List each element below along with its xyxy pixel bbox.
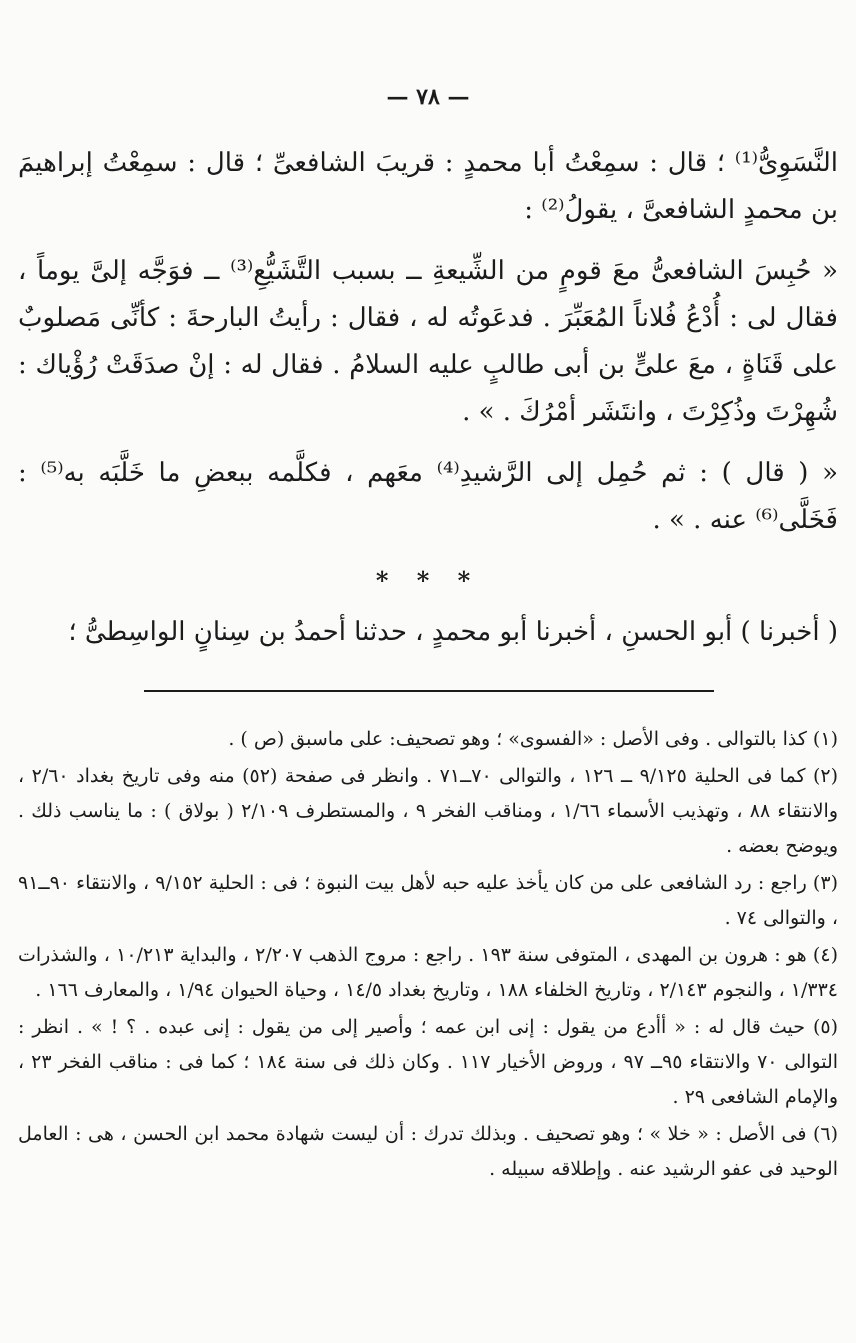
footnote-6: (٦) فى الأصل : « خلا » ؛ وهو تصحيف . وبذلك تدرك : أن ليست شهادة محمد ابن الحسن ، هى : العامل الوحيد فى عفو الرشيد عنه . وإطلاقه سبيله . — [18, 1123, 838, 1180]
footnote-2: (٢) كما فى الحلية ٩/١٢٥ ــ ١٢٦ ، والتوالى ٧٠ــ٧١ . وانظر فى صفحة (٥٢) منه وفى تاريخ بغداد ٢/٦٠ ، والانتقاء ٨٨ ، وتهذيب الأسماء ١/٦٦ ، ومناقب الفخر ٩ ، والمستطرف ٢/١٠٩ ( بولاق ) : ما يناسب ذلك . ويوضح بعضه . — [18, 765, 839, 857]
footnote-1: (١) كذا بالتوالى . وفى الأصل : «الفسوى» ؛ وهو تصحيف: على ماسبق (ص ) . — [228, 728, 838, 750]
main-text — [18, 140, 838, 670]
paragraph-2: « حُبِسَ الشافعىُّ معَ قومٍ من الشِّيعةِ ــ بسبب التَّشَيُّعِ⁽³⁾ ــ فوَجَّه إلىَّ يوماً ، فقال لى : أُدْعُ فُلاناً المُعَبِّرَ . فدعَوتُه له ، فقال : رأيتُ البارحةَ : كأنِّى مَصلوبٌ على قَنَاةٍ ، معَ علىٍّ بن أبى طالبٍ عليه السلامُ . فقال له : إنْ صدَقَتْ رُؤْياك : شُهِرْتَ وذُكِرْتَ ، وانتَشَر أمْرُكَ . » . — [18, 256, 838, 427]
paragraph-3: « ( قال ) : ثم حُمِل إلى الرَّشيدِ⁽⁴⁾ معَهم ، فكلَّمه ببعضِ ما خَلَّبَه به⁽⁵⁾ : فَخَلَّى⁽⁶⁾ عنه . » . — [18, 458, 838, 535]
section-separator: * * * — [375, 566, 481, 595]
page-number: — ٧٨ — — [386, 84, 470, 110]
footnote-divider — [144, 690, 714, 692]
footnote-3: (٣) راجع : رد الشافعى على من كان يأخذ عليه حبه لأهل بيت النبوة ؛ فى : الحلية ٩/١٥٢ ، والانتقاء ٩٠ــ٩١ ، والتوالى ٧٤ . — [18, 872, 838, 929]
paragraph-4: ( أخبرنا ) أبو الحسنِ ، أخبرنا أبو محمدٍ ، حدثنا أحمدُ بن سِنانٍ الواسِطىُّ ؛ — [68, 617, 838, 647]
footnote-4: (٤) هو : هرون بن المهدى ، المتوفى سنة ١٩٣ . راجع : مروج الذهب ٢/٢٠٧ ، والبداية ١٠/٢١٣ ، والشذرات ١/٣٣٤ ، والنجوم ٢/١٤٣ ، وتاريخ الخلفاء ١٨٨ ، وتاريخ بغداد ١٤/٥ ، وحياة الحيوان ١/٩٤ ، والمعارف ١٦٦ . — [18, 944, 838, 1001]
paragraph-1: النَّسَوِىُّ⁽¹⁾ ؛ قال : سمِعْتُ أبا محمدٍ : قريبَ الشافعىِّ ؛ قال : سمِعْتُ إبراهيمَ بن محمدٍ الشافعىَّ ، يقولُ⁽²⁾ : — [18, 148, 838, 225]
footnotes — [18, 722, 838, 1189]
footnote-5: (٥) حيث قال له : « أأدع من يقول : إنى ابن عمه ؛ وأصير إلى من يقول : إنى عبده . ؟ ! » . انظر : التوالى ٧٠ والانتقاء ٩٥ــ ٩٧ ، وروض الأخيار ١١٧ . وكان ذلك فى سنة ١٨٤ ؛ كما فى : مناقب الفخر ٢٣ ، والإمام الشافعى ٢٩ . — [18, 1016, 839, 1108]
